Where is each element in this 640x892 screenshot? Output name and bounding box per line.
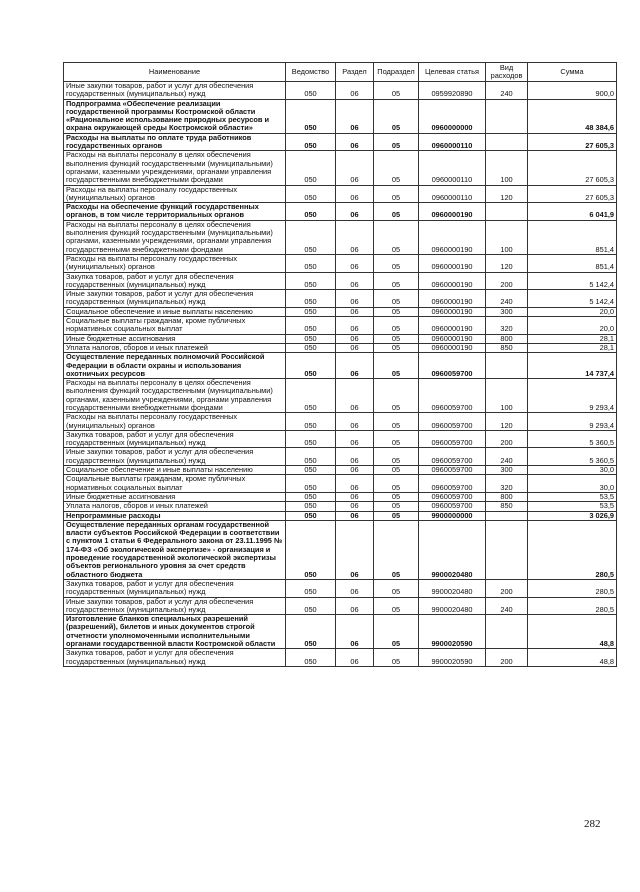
- row-podrazdel: 05: [374, 307, 419, 316]
- row-target-article: 9900020590: [419, 649, 486, 667]
- row-podrazdel: 05: [374, 151, 419, 185]
- row-target-article: 0960000110: [419, 151, 486, 185]
- row-vedomstvo: 050: [286, 133, 336, 151]
- row-sum: 53,5: [528, 502, 617, 511]
- row-vedomstvo: 050: [286, 203, 336, 221]
- row-podrazdel: 05: [374, 82, 419, 100]
- row-target-article: 0960059700: [419, 466, 486, 475]
- row-podrazdel: 05: [374, 466, 419, 475]
- table-row: [64, 317, 617, 335]
- row-vedomstvo: 050: [286, 353, 336, 379]
- row-vedomstvo: 050: [286, 597, 336, 615]
- row-target-article: 0960000190: [419, 203, 486, 221]
- row-razdel: 06: [336, 290, 374, 308]
- row-name: Расходы на выплаты по оплате труда работников государственных органов: [64, 133, 286, 151]
- row-target-article: 0960059700: [419, 492, 486, 501]
- row-vedomstvo: 050: [286, 290, 336, 308]
- row-target-article: 0960059700: [419, 379, 486, 413]
- row-target-article: 0960059700: [419, 430, 486, 448]
- row-podrazdel: 05: [374, 615, 419, 649]
- table-row: [64, 579, 617, 597]
- table-row: [64, 520, 617, 579]
- row-expense-type: 200: [486, 579, 528, 597]
- row-sum: 851,4: [528, 220, 617, 254]
- row-name: Иные закупки товаров, работ и услуг для обеспечения государственных (муниципальных) нужд: [64, 290, 286, 308]
- row-name: Непрограммные расходы: [64, 511, 286, 520]
- table-row: [64, 307, 617, 316]
- row-expense-type: 200: [486, 272, 528, 290]
- header-vedomstvo: Ведомство: [286, 63, 336, 82]
- row-podrazdel: 05: [374, 203, 419, 221]
- row-target-article: 0960059700: [419, 448, 486, 466]
- row-podrazdel: 05: [374, 597, 419, 615]
- row-expense-type: 200: [486, 430, 528, 448]
- row-podrazdel: 05: [374, 317, 419, 335]
- row-expense-type: [486, 615, 528, 649]
- row-sum: 900,0: [528, 82, 617, 100]
- row-sum: 3 026,9: [528, 511, 617, 520]
- row-vedomstvo: 050: [286, 430, 336, 448]
- row-razdel: 06: [336, 203, 374, 221]
- row-expense-type: 120: [486, 185, 528, 203]
- row-razdel: 06: [336, 448, 374, 466]
- row-target-article: 0960000190: [419, 317, 486, 335]
- row-vedomstvo: 050: [286, 151, 336, 185]
- table-row: [64, 151, 617, 185]
- row-podrazdel: 05: [374, 649, 419, 667]
- page-number: 282: [584, 818, 601, 830]
- row-podrazdel: 05: [374, 413, 419, 431]
- row-sum: 48,8: [528, 615, 617, 649]
- row-sum: 20,0: [528, 317, 617, 335]
- row-sum: 48,8: [528, 649, 617, 667]
- row-sum: 28,1: [528, 334, 617, 343]
- row-target-article: 0960000000: [419, 99, 486, 133]
- row-vedomstvo: 050: [286, 466, 336, 475]
- row-razdel: 06: [336, 254, 374, 272]
- row-target-article: 0960000190: [419, 290, 486, 308]
- row-target-article: 0960000190: [419, 334, 486, 343]
- row-name: Закупка товаров, работ и услуг для обеспечения государственных (муниципальных) нужд: [64, 430, 286, 448]
- row-expense-type: 320: [486, 317, 528, 335]
- row-sum: 27 605,3: [528, 185, 617, 203]
- row-target-article: 0960000190: [419, 272, 486, 290]
- row-razdel: 06: [336, 317, 374, 335]
- row-vedomstvo: 050: [286, 220, 336, 254]
- row-sum: 14 737,4: [528, 353, 617, 379]
- row-vedomstvo: 050: [286, 379, 336, 413]
- row-podrazdel: 05: [374, 353, 419, 379]
- row-sum: 5 360,5: [528, 448, 617, 466]
- table-body: [64, 82, 617, 667]
- row-razdel: 06: [336, 272, 374, 290]
- row-razdel: 06: [336, 82, 374, 100]
- row-expense-type: 240: [486, 448, 528, 466]
- row-razdel: 06: [336, 99, 374, 133]
- row-razdel: 06: [336, 511, 374, 520]
- row-sum: 30,0: [528, 475, 617, 493]
- row-vedomstvo: 050: [286, 579, 336, 597]
- row-sum: 30,0: [528, 466, 617, 475]
- row-name: Расходы на выплаты персоналу в целях обеспечения выполнения функций государственными (муниципальными) органами, казенными учреждениями, органами управления государственными внебюджетными фондами: [64, 151, 286, 185]
- row-name: Социальное обеспечение и иные выплаты населению: [64, 466, 286, 475]
- row-podrazdel: 05: [374, 133, 419, 151]
- row-name: Изготовление бланков специальных разрешений (разрешений), билетов и иных документов строгой отчетности уполномоченными исполнительными органами государственной власти Костромской области: [64, 615, 286, 649]
- row-target-article: 9900020480: [419, 520, 486, 579]
- row-name: Социальные выплаты гражданам, кроме публичных нормативных социальных выплат: [64, 317, 286, 335]
- row-sum: 27 605,3: [528, 133, 617, 151]
- row-razdel: 06: [336, 151, 374, 185]
- table-row: [64, 353, 617, 379]
- row-razdel: 06: [336, 353, 374, 379]
- row-name: Иные бюджетные ассигнования: [64, 492, 286, 501]
- row-podrazdel: 05: [374, 579, 419, 597]
- row-target-article: 0960000190: [419, 254, 486, 272]
- row-vedomstvo: 050: [286, 82, 336, 100]
- row-razdel: 06: [336, 133, 374, 151]
- row-expense-type: 300: [486, 466, 528, 475]
- row-razdel: 06: [336, 475, 374, 493]
- row-expense-type: 240: [486, 290, 528, 308]
- table-row: [64, 502, 617, 511]
- row-expense-type: 100: [486, 379, 528, 413]
- row-vedomstvo: 050: [286, 99, 336, 133]
- table-row: [64, 466, 617, 475]
- row-vedomstvo: 050: [286, 317, 336, 335]
- row-target-article: 9900020480: [419, 579, 486, 597]
- row-podrazdel: 05: [374, 379, 419, 413]
- row-razdel: 06: [336, 430, 374, 448]
- row-name: Иные закупки товаров, работ и услуг для обеспечения государственных (муниципальных) нужд: [64, 597, 286, 615]
- row-target-article: 0960000110: [419, 185, 486, 203]
- row-sum: 9 293,4: [528, 413, 617, 431]
- row-sum: 5 360,5: [528, 430, 617, 448]
- row-razdel: 06: [336, 466, 374, 475]
- row-vedomstvo: 050: [286, 492, 336, 501]
- row-name: Закупка товаров, работ и услуг для обеспечения государственных (муниципальных) нужд: [64, 649, 286, 667]
- row-sum: 5 142,4: [528, 272, 617, 290]
- row-target-article: 0960000190: [419, 220, 486, 254]
- row-razdel: 06: [336, 649, 374, 667]
- table-row: [64, 448, 617, 466]
- table-row: [64, 133, 617, 151]
- row-expense-type: 850: [486, 343, 528, 352]
- row-name: Закупка товаров, работ и услуг для обеспечения государственных (муниципальных) нужд: [64, 272, 286, 290]
- row-name: Расходы на обеспечение функций государственных органов, в том числе территориальных органов: [64, 203, 286, 221]
- row-name: Социальные выплаты гражданам, кроме публичных нормативных социальных выплат: [64, 475, 286, 493]
- row-vedomstvo: 050: [286, 254, 336, 272]
- row-expense-type: 120: [486, 413, 528, 431]
- row-podrazdel: 05: [374, 290, 419, 308]
- row-podrazdel: 05: [374, 520, 419, 579]
- row-target-article: 0960000190: [419, 307, 486, 316]
- row-expense-type: 800: [486, 492, 528, 501]
- header-sum: Сумма: [528, 63, 617, 82]
- row-name: Иные закупки товаров, работ и услуг для обеспечения государственных (муниципальных) нужд: [64, 448, 286, 466]
- row-razdel: 06: [336, 307, 374, 316]
- row-podrazdel: 05: [374, 272, 419, 290]
- row-razdel: 06: [336, 579, 374, 597]
- row-razdel: 06: [336, 413, 374, 431]
- row-razdel: 06: [336, 502, 374, 511]
- table-row: [64, 290, 617, 308]
- row-podrazdel: 05: [374, 492, 419, 501]
- row-razdel: 06: [336, 220, 374, 254]
- row-expense-type: 200: [486, 649, 528, 667]
- row-vedomstvo: 050: [286, 475, 336, 493]
- row-expense-type: 850: [486, 502, 528, 511]
- table-row: [64, 615, 617, 649]
- header-expense-type: Вид расходов: [486, 63, 528, 82]
- table-row: [64, 379, 617, 413]
- row-target-article: 9900000000: [419, 511, 486, 520]
- row-razdel: 06: [336, 520, 374, 579]
- row-razdel: 06: [336, 615, 374, 649]
- row-podrazdel: 05: [374, 254, 419, 272]
- row-podrazdel: 05: [374, 511, 419, 520]
- row-expense-type: [486, 133, 528, 151]
- row-vedomstvo: 050: [286, 502, 336, 511]
- row-target-article: 9900020480: [419, 597, 486, 615]
- row-expense-type: [486, 353, 528, 379]
- row-podrazdel: 05: [374, 502, 419, 511]
- row-vedomstvo: 050: [286, 272, 336, 290]
- row-expense-type: [486, 99, 528, 133]
- row-sum: 280,5: [528, 520, 617, 579]
- row-expense-type: [486, 520, 528, 579]
- row-name: Расходы на выплаты персоналу в целях обеспечения выполнения функций государственными (муниципальными) органами, казенными учреждениями, органами управления государственными внебюджетными фондами: [64, 379, 286, 413]
- header-podrazdel: Подраздел: [374, 63, 419, 82]
- table-row: [64, 220, 617, 254]
- row-podrazdel: 05: [374, 99, 419, 133]
- table-row: [64, 492, 617, 501]
- row-expense-type: 120: [486, 254, 528, 272]
- row-vedomstvo: 050: [286, 343, 336, 352]
- row-sum: 6 041,9: [528, 203, 617, 221]
- row-expense-type: 800: [486, 334, 528, 343]
- row-name: Подпрограмма «Обеспечение реализации государственной программы Костромской области «Рациональное использование природных ресурсов и охрана окружающей среды Костромской области»: [64, 99, 286, 133]
- row-expense-type: [486, 511, 528, 520]
- table-row: [64, 82, 617, 100]
- row-target-article: 0960059700: [419, 353, 486, 379]
- row-vedomstvo: 050: [286, 307, 336, 316]
- row-vedomstvo: 050: [286, 334, 336, 343]
- row-expense-type: 320: [486, 475, 528, 493]
- row-name: Расходы на выплаты персоналу государственных (муниципальных) органов: [64, 413, 286, 431]
- row-razdel: 06: [336, 492, 374, 501]
- row-expense-type: [486, 203, 528, 221]
- row-target-article: 0960059700: [419, 413, 486, 431]
- table-row: [64, 413, 617, 431]
- row-podrazdel: 05: [374, 334, 419, 343]
- row-name: Иные бюджетные ассигнования: [64, 334, 286, 343]
- table-row: [64, 203, 617, 221]
- table-row: [64, 475, 617, 493]
- budget-table: [63, 62, 617, 667]
- row-podrazdel: 05: [374, 220, 419, 254]
- table-row: [64, 254, 617, 272]
- table-row: [64, 272, 617, 290]
- row-podrazdel: 05: [374, 475, 419, 493]
- row-name: Уплата налогов, сборов и иных платежей: [64, 343, 286, 352]
- table-row: [64, 597, 617, 615]
- table-row: [64, 334, 617, 343]
- row-name: Осуществление переданных полномочий Российской Федерации в области охраны и использования охотничьих ресурсов: [64, 353, 286, 379]
- row-expense-type: 100: [486, 151, 528, 185]
- table-row: [64, 185, 617, 203]
- row-razdel: 06: [336, 334, 374, 343]
- row-vedomstvo: 050: [286, 413, 336, 431]
- row-sum: 53,5: [528, 492, 617, 501]
- row-podrazdel: 05: [374, 448, 419, 466]
- row-target-article: 0960000110: [419, 133, 486, 151]
- table-row: [64, 343, 617, 352]
- row-name: Социальное обеспечение и иные выплаты населению: [64, 307, 286, 316]
- header-razdel: Раздел: [336, 63, 374, 82]
- row-target-article: 9900020590: [419, 615, 486, 649]
- table-row: [64, 430, 617, 448]
- row-target-article: 0960059700: [419, 502, 486, 511]
- row-expense-type: 240: [486, 82, 528, 100]
- row-razdel: 06: [336, 343, 374, 352]
- budget-table-sheet: [63, 62, 616, 667]
- row-name: Осуществление переданных органам государственной власти субъектов Российской Федерации в соответствии с пунктом 1 статьи 6 Федерального закона от 23.11.1995 № 174-ФЗ «Об экологической экспертизе» - организация и проведение государственной экологической экспертизы объектов регионального уровня за счет средств областного бюджета: [64, 520, 286, 579]
- row-name: Расходы на выплаты персоналу в целях обеспечения выполнения функций государственными (муниципальными) органами, казенными учреждениями, органами управления государственными внебюджетными фондами: [64, 220, 286, 254]
- row-sum: 27 605,3: [528, 151, 617, 185]
- row-sum: 280,5: [528, 579, 617, 597]
- row-podrazdel: 05: [374, 343, 419, 352]
- row-sum: 28,1: [528, 343, 617, 352]
- row-vedomstvo: 050: [286, 520, 336, 579]
- row-podrazdel: 05: [374, 430, 419, 448]
- row-vedomstvo: 050: [286, 185, 336, 203]
- table-row: [64, 99, 617, 133]
- table-header-row: [64, 63, 617, 82]
- row-sum: 851,4: [528, 254, 617, 272]
- row-target-article: 0960059700: [419, 475, 486, 493]
- table-row: [64, 649, 617, 667]
- row-vedomstvo: 050: [286, 649, 336, 667]
- row-sum: 9 293,4: [528, 379, 617, 413]
- header-target-article: Целевая статья: [419, 63, 486, 82]
- row-vedomstvo: 050: [286, 448, 336, 466]
- row-name: Иные закупки товаров, работ и услуг для обеспечения государственных (муниципальных) нужд: [64, 82, 286, 100]
- row-sum: 280,5: [528, 597, 617, 615]
- table-row: [64, 511, 617, 520]
- row-razdel: 06: [336, 185, 374, 203]
- row-name: Закупка товаров, работ и услуг для обеспечения государственных (муниципальных) нужд: [64, 579, 286, 597]
- row-name: Расходы на выплаты персоналу государственных (муниципальных) органов: [64, 254, 286, 272]
- row-sum: 48 384,6: [528, 99, 617, 133]
- row-name: Уплата налогов, сборов и иных платежей: [64, 502, 286, 511]
- row-vedomstvo: 050: [286, 615, 336, 649]
- row-name: Расходы на выплаты персоналу государственных (муниципальных) органов: [64, 185, 286, 203]
- row-target-article: 0960000190: [419, 343, 486, 352]
- row-sum: 20,0: [528, 307, 617, 316]
- row-razdel: 06: [336, 597, 374, 615]
- row-expense-type: 300: [486, 307, 528, 316]
- header-name: Наименование: [64, 63, 286, 82]
- row-expense-type: 240: [486, 597, 528, 615]
- row-target-article: 0959920890: [419, 82, 486, 100]
- row-podrazdel: 05: [374, 185, 419, 203]
- row-sum: 5 142,4: [528, 290, 617, 308]
- row-vedomstvo: 050: [286, 511, 336, 520]
- row-expense-type: 100: [486, 220, 528, 254]
- row-razdel: 06: [336, 379, 374, 413]
